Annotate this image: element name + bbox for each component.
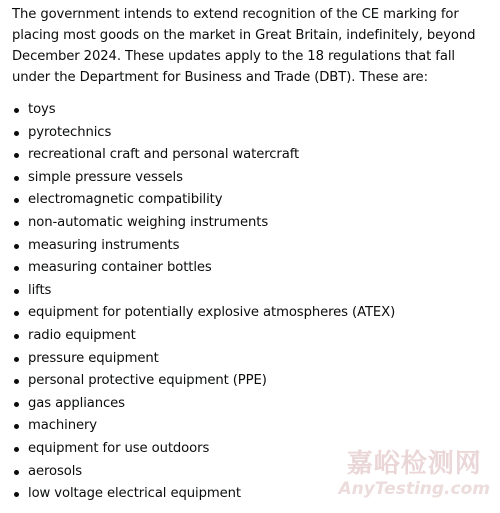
bullet-icon [14,131,19,136]
list-item [12,461,496,484]
bullet-icon [14,108,19,113]
list-item-text: machinery [28,418,97,434]
list-item-text: personal protective equipment (PPE) [28,373,267,389]
bullet-icon [14,424,19,429]
list-item-text: electromagnetic compatibility [28,192,223,208]
bullet-icon [14,266,19,271]
list-item [12,370,496,393]
list-item [12,235,496,258]
list-item [12,302,496,325]
bullet-icon [14,334,19,339]
watermark-english: AnyTesting.com [338,479,490,499]
list-item [12,122,496,145]
bullet-icon [14,470,19,475]
bullet-icon [14,153,19,158]
bullet-icon [14,311,19,316]
list-item-text: low voltage electrical equipment [28,486,241,502]
list-item-text: radio equipment [28,327,136,343]
bullet-icon [14,244,19,249]
list-item-text: pyrotechnics [28,124,112,140]
main-content [12,4,496,506]
list-item [12,415,496,438]
list-item-text: measuring container bottles [28,260,212,276]
list-item-text: measuring instruments [28,237,180,253]
bullet-icon [14,402,19,407]
list-item [12,167,496,190]
bullet-icon [14,357,19,362]
list-item-text: equipment for potentially explosive atmospheres (ATEX) [28,305,396,321]
list-item [12,99,496,122]
list-item-text: non-automatic weighing instruments [28,214,269,230]
bullet-icon [14,289,19,294]
list-item-text: toys [28,102,56,117]
bullet-icon [14,379,19,384]
list-item-text: gas appliances [28,395,125,411]
list-item [12,438,496,461]
list-item-text: aerosols [28,463,83,479]
list-item [12,348,496,371]
intro-paragraph: The government intends to extend recognition of the CE marking for placing most goods on the market in Great Britain, indefinitely, beyond December 2024. These updates apply to the 18 regulations that fall under the Department for Business and Trade (DBT). These are: [12,7,476,85]
regulations-list [12,99,496,506]
bullet-icon [14,447,19,452]
list-item [12,280,496,303]
list-item [12,257,496,280]
list-item [12,189,496,212]
list-item-text: lifts [28,282,52,298]
bullet-icon [14,198,19,203]
list-item-text: equipment for use outdoors [28,440,210,456]
list-item [12,212,496,235]
bullet-icon [14,176,19,181]
list-item-text: pressure equipment [28,350,159,366]
list-item-text: simple pressure vessels [28,169,183,185]
bullet-icon [14,492,19,497]
list-item-text: recreational craft and personal watercraft [28,147,300,163]
list-item [12,393,496,416]
list-item [12,144,496,167]
bullet-icon [14,221,19,226]
list-item [12,483,496,506]
watermark-chinese: 嘉峪检测网 [346,449,482,479]
list-item [12,325,496,348]
